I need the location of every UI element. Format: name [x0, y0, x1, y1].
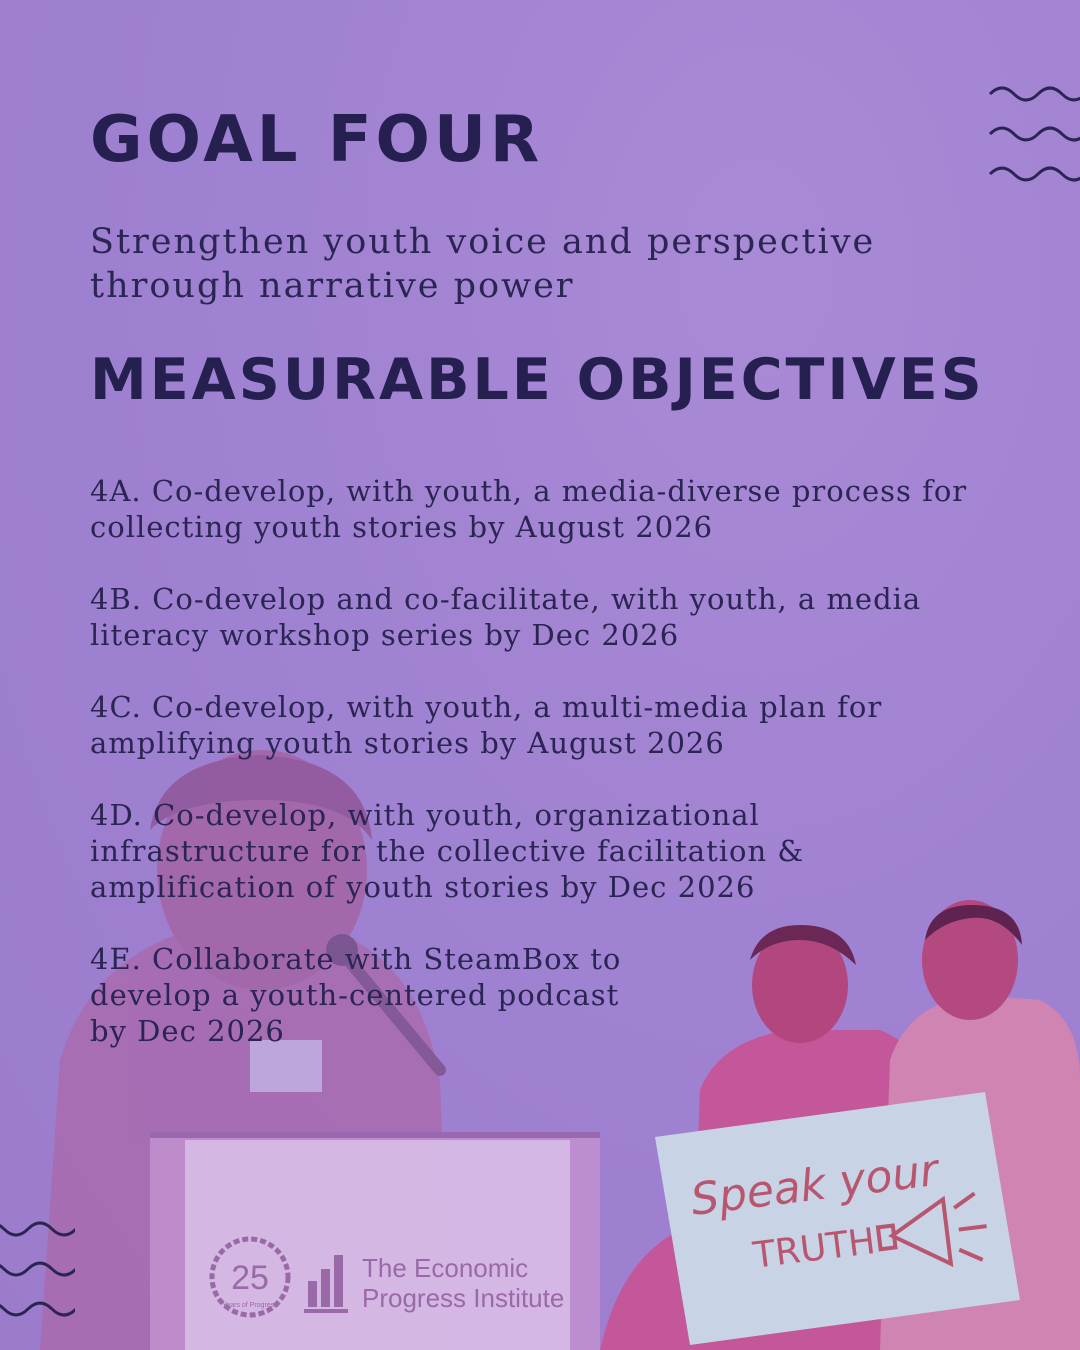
- badge-caption: Years of Progress: [222, 1302, 278, 1309]
- wave-lines-icon: [988, 82, 1080, 192]
- goal-statement: Strengthen youth voice and perspective through narrative power: [90, 222, 876, 306]
- sign-line2: TRUTH: [751, 1221, 878, 1277]
- podium-logo: [200, 1225, 580, 1325]
- org-name-line1: The Economic: [362, 1253, 529, 1283]
- objectives-heading: MEASURABLE OBJECTIVES: [90, 347, 985, 413]
- objective-4d: 4D. Co-develop, with youth, organizational infrastructure for the collective facilitation & amplification of youth stories by Dec 2026: [90, 798, 805, 904]
- wave-lines-icon: [0, 1215, 75, 1325]
- org-name-line2: Progress Institute: [362, 1283, 565, 1313]
- megaphone-icon: [875, 1192, 990, 1272]
- objective-4c: 4C. Co-develop, with youth, a multi-media plan for amplifying youth stories by August 2026: [90, 690, 883, 760]
- bar-mark-icon: [304, 1255, 348, 1313]
- sign-text: [655, 1092, 1025, 1350]
- objective-4b: 4B. Co-develop and co-facilitate, with youth, a media literacy workshop series by Dec 2026: [90, 582, 922, 652]
- badge-number: 25: [231, 1259, 269, 1297]
- objective-4a: 4A. Co-develop, with youth, a media-diverse process for collecting youth stories by August 2026: [90, 474, 968, 544]
- objective-4e: 4E. Collaborate with SteamBox to develop a youth-centered podcast by Dec 2026: [90, 942, 622, 1048]
- sign-line1: Speak your: [688, 1144, 941, 1226]
- goal-title: GOAL FOUR: [90, 103, 544, 177]
